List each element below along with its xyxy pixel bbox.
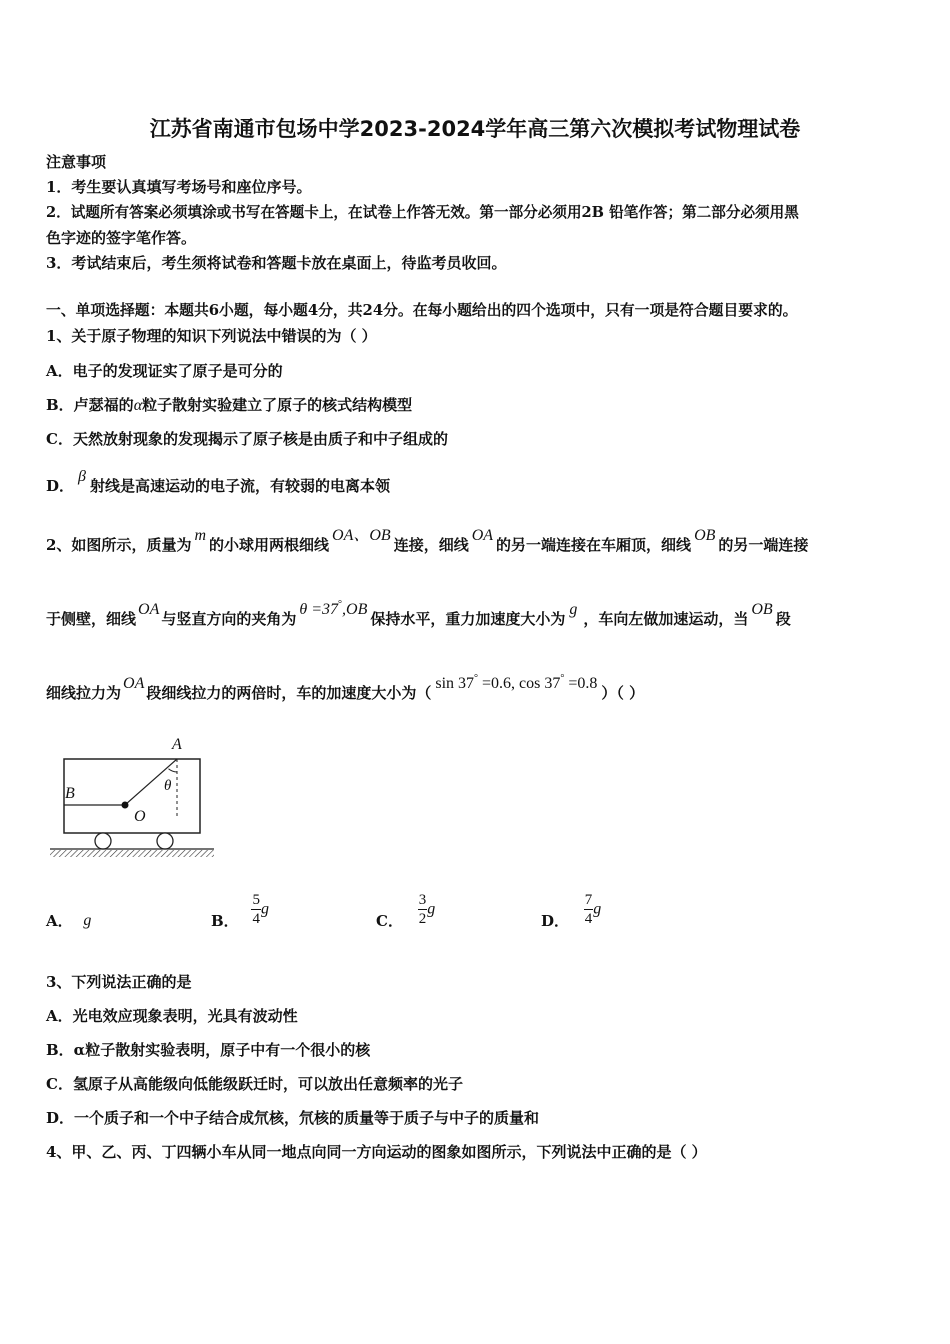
- q1-option-c: C．天然放射现象的发现揭示了原子核是由质子和中子组成的: [46, 430, 448, 448]
- q2-l3-deg1: °: [474, 673, 479, 684]
- q1-option-b: [46, 395, 412, 416]
- q2-option-d: [541, 888, 601, 931]
- q2-c-den: 2: [418, 911, 427, 927]
- beta-symbol: β: [78, 468, 86, 485]
- q2-l2-theta: θ =37: [299, 601, 339, 618]
- q2-c-g: g: [427, 900, 436, 918]
- q2-option-c: [376, 888, 435, 931]
- notice-item-1: 1．考生要认真填写考场号和座位序号。: [46, 178, 312, 196]
- q1-option-d: [46, 468, 390, 497]
- q2-line-1: [46, 527, 809, 556]
- q2-l3-end: =0.8: [564, 675, 598, 692]
- q2-c-label: C．: [376, 912, 403, 930]
- q2-l1-ob: OB: [694, 527, 716, 544]
- q2-l1-2: 的小球用两根细线: [209, 536, 330, 554]
- wheel-left: [95, 833, 111, 849]
- q4-stem: 4、甲、乙、丙、丁四辆小车从同一地点向同一方向运动的图象如图所示，下列说法中正确的是（ ）: [46, 1143, 707, 1161]
- ball: [122, 802, 129, 809]
- q2-d-g: g: [593, 900, 602, 918]
- q2-figure-cart: [48, 732, 218, 862]
- q2-d-fraction: [584, 891, 594, 928]
- q2-l2-1: 于侧壁，细线: [46, 610, 137, 628]
- q2-l3-1: 细线拉力为: [46, 684, 122, 702]
- q2-b-den: 4: [252, 911, 260, 927]
- q2-l3-mid: =0.6, cos 37: [478, 675, 561, 692]
- q2-a-label: A．: [46, 912, 73, 930]
- label-o: O: [134, 808, 146, 825]
- notice-item-2a: 2．试题所有答案必须填涂或书写在答题卡上，在试卷上作答无效。第一部分必须用2B 铅笔作答；第二部分必须用黑: [46, 204, 799, 221]
- q2-l2-3: 保持水平，重力加速度大小为: [370, 610, 566, 628]
- q2-line-2: [46, 599, 791, 632]
- q2-l2-oa: OA: [138, 601, 160, 618]
- q1-stem: 1、关于原子物理的知识下列说法中错误的为（ ）: [46, 327, 377, 345]
- q2-l1-4: 的另一端连接在车厢顶，细线: [496, 536, 692, 554]
- cart-body: [64, 759, 200, 833]
- q2-c-num: 3: [418, 892, 427, 908]
- q3-option-b: B．α粒子散射实验表明，原子中有一个很小的核: [46, 1041, 371, 1059]
- q2-l3-deg2: °: [560, 673, 565, 684]
- q2-line-3: [46, 673, 645, 706]
- q2-l3-3: ）（ ）: [601, 684, 645, 702]
- alpha-symbol: α: [133, 397, 143, 414]
- q2-d-num: 7: [584, 892, 593, 908]
- q2-b-g: g: [260, 900, 269, 918]
- q2-l1-5: 的另一端连接: [718, 536, 809, 554]
- notice-heading: 注意事项: [46, 153, 107, 171]
- q2-l1-oa: OA: [471, 527, 494, 544]
- q2-d-den: 4: [584, 911, 593, 927]
- q1-b-post: 粒子散射实验建立了原子的核式结构模型: [142, 396, 413, 414]
- q2-option-a: [46, 888, 91, 931]
- q2-l1-1: 2、如图所示，质量为: [46, 536, 192, 554]
- q1-d-post: 射线是高速运动的电子流，有较弱的电离本领: [89, 477, 390, 495]
- q2-l2-2: 与竖直方向的夹角为: [161, 610, 297, 628]
- q2-l2-5: 段: [775, 610, 791, 628]
- q2-b-num: 5: [252, 892, 260, 908]
- notice-item-3: 3．考试结束后，考生须将试卷和答题卡放在桌面上，待监考员收回。: [46, 254, 507, 272]
- q2-l2-ob2: OB: [751, 601, 773, 618]
- q2-l1-3: 连接，细线: [393, 536, 469, 554]
- q2-l3-oa: OA: [123, 675, 145, 692]
- q1-d-pre: D．: [46, 477, 75, 495]
- notice-item-2b: 色字迹的签字笔作答。: [46, 229, 197, 247]
- q2-l1-m: m: [194, 527, 207, 544]
- q2-b-fraction: [251, 891, 261, 928]
- q2-l1-oaob: OA、OB: [332, 527, 391, 544]
- label-theta: θ: [164, 778, 172, 794]
- q2-a-value: g: [83, 911, 92, 929]
- label-a: A: [172, 736, 182, 753]
- section-heading: 一、单项选择题：本题共6小题，每小题4分，共24分。在每小题给出的四个选项中，只有一项是符合题目要求的。: [46, 302, 798, 319]
- q2-d-label: D．: [541, 912, 570, 930]
- q2-l2-4: ，车向左做加速运动，当: [583, 610, 749, 628]
- q3-option-a: A．光电效应现象表明，光具有波动性: [46, 1007, 298, 1025]
- q1-b-pre: B．卢瑟福的: [46, 396, 134, 414]
- q2-l3-2: 段细线拉力的两倍时，车的加速度大小为（: [146, 684, 432, 702]
- ground-hatch: [50, 850, 214, 857]
- q2-l2-g: g: [569, 601, 578, 618]
- wheel-right: [157, 833, 173, 849]
- q2-b-label: B．: [211, 912, 239, 930]
- q3-option-c: C．氢原子从高能级向低能级跃迁时，可以放出任意频率的光子: [46, 1075, 463, 1093]
- q3-stem: 3、下列说法正确的是: [46, 973, 192, 991]
- q1-option-a: A．电子的发现证实了原子是可分的: [46, 362, 283, 380]
- q2-c-fraction: [418, 891, 428, 928]
- label-b: B: [65, 785, 75, 802]
- angle-arc: [169, 769, 178, 772]
- q3-option-d: D．一个质子和一个中子结合成氘核，氘核的质量等于质子与中子的质量和: [46, 1109, 540, 1127]
- q2-l2-ob: ,OB: [342, 601, 368, 618]
- page-title: 江苏省南通市包场中学2023-2024学年高三第六次模拟考试物理试卷: [149, 117, 801, 141]
- q2-l2-deg: °: [338, 599, 343, 610]
- q2-l3-sin: sin 37: [435, 675, 475, 692]
- q2-option-b: [211, 888, 269, 931]
